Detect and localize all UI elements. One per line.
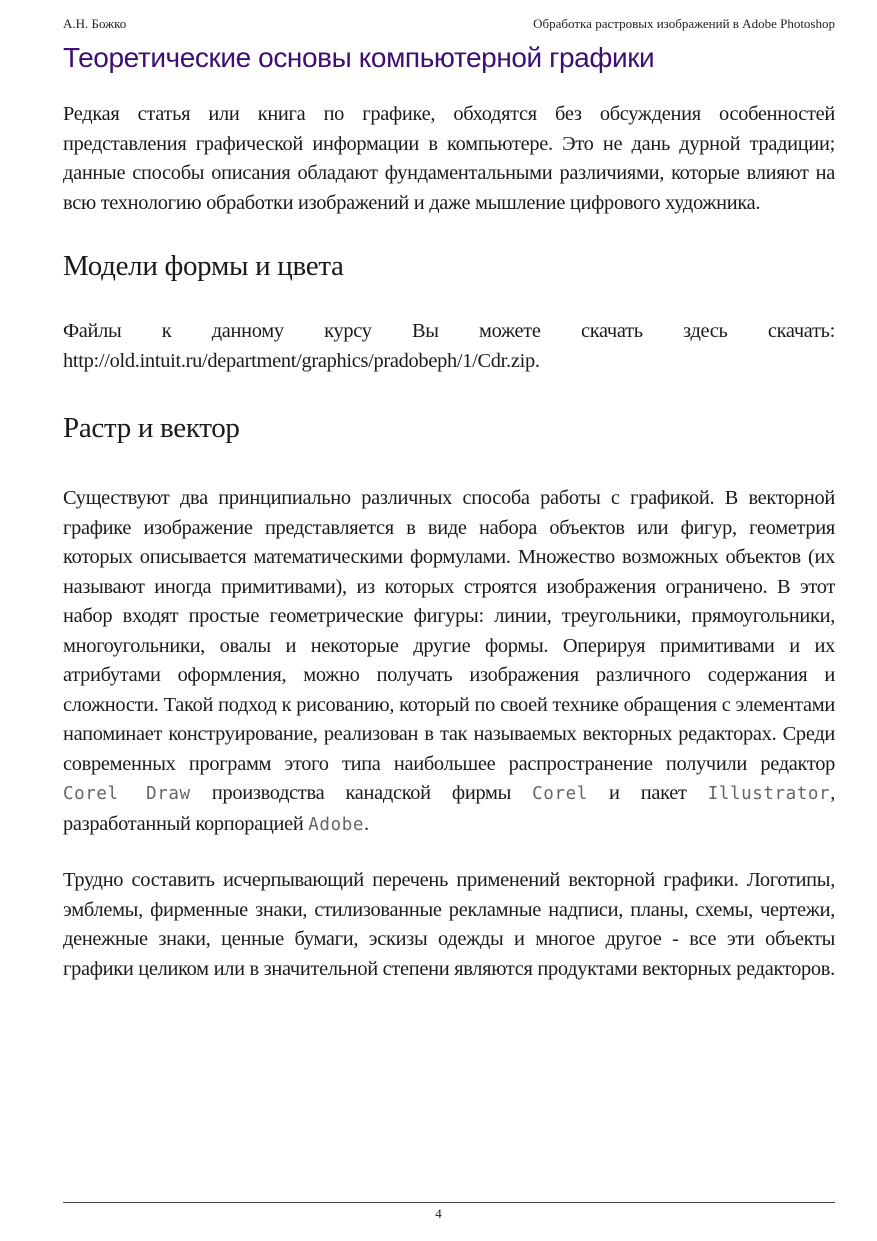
intro-paragraph: Редкая статья или книга по графике, обходятся без обсуждения особенностей представления графической информации в компьютере. Это не дань дурной традиции; данные способы описания обладают фундаментальными различиями, которые влияют на всю технологию обработки изображений и даже мышление цифрового художника. <box>63 103 835 214</box>
vector-applications-paragraph: Трудно составить исчерпывающий перечень применений векторной графики. Логотипы, эмблемы, фирменные знаки, стилизованные рекламные надписи, планы, схемы, чертежи, денежные знаки, ценные бумаги, эскизы одежды и многое другое - все эти объекты графики целиком или в значительной степени являются продуктами векторных редакторов. <box>63 869 835 980</box>
paragraph-text: и пакет <box>587 782 708 804</box>
paragraph-text: . <box>363 812 369 835</box>
term-illustrator: Illustrator <box>707 784 831 804</box>
raster-vector-paragraph <box>63 484 835 840</box>
page-number: 4 <box>435 1206 442 1221</box>
header-book-title: Обработка растровых изображений в Adobe Photoshop <box>533 16 835 31</box>
section-title-models: Модели формы и цвета <box>63 250 344 282</box>
footer-divider <box>63 1202 835 1203</box>
section-title-raster-vector: Растр и вектор <box>63 412 240 444</box>
download-paragraph: Файлы к данному курсу Вы можете скачать здесь скачать: http://old.intuit.ru/department/graphics/pradobeph/1/Cdr.zip. <box>63 320 835 372</box>
page-content <box>63 38 835 984</box>
paragraph-text: производства канадской фирмы <box>190 782 533 804</box>
paragraph-text: Существуют два принципиально различных способа работы с графикой. В векторной графике изображение представляется в виде набора объектов или фигур, геометрия которых описывается математическими формулами. Множество возможных объектов (их называют иногда примитивами), из которых строятся изображения ограничено. В этот набор входят простые геометрические фигуры: линии, треугольники, прямоугольники, многоугольники, овалы и некоторые другие формы. Оперируя примитивами и их атрибутами оформления, можно получать изображения различного содержания и сложности. Такой подход к рисованию, который по своей технике обращения с элементами напоминает конструирование, реализован в так называемых векторных редакторах. Среди современных программ этого типа наибольшее распространение получили редактор <box>63 487 835 775</box>
paragraph-text: , разработанный корпорацией <box>63 782 836 835</box>
term-corel-draw: Corel Draw <box>63 784 191 804</box>
page-header <box>63 16 835 36</box>
chapter-title: Теоретические основы компьютерной графики <box>63 42 655 73</box>
term-corel: Corel <box>532 784 588 804</box>
header-author: А.Н. Божко <box>63 16 127 31</box>
term-adobe: Adobe <box>308 814 364 835</box>
